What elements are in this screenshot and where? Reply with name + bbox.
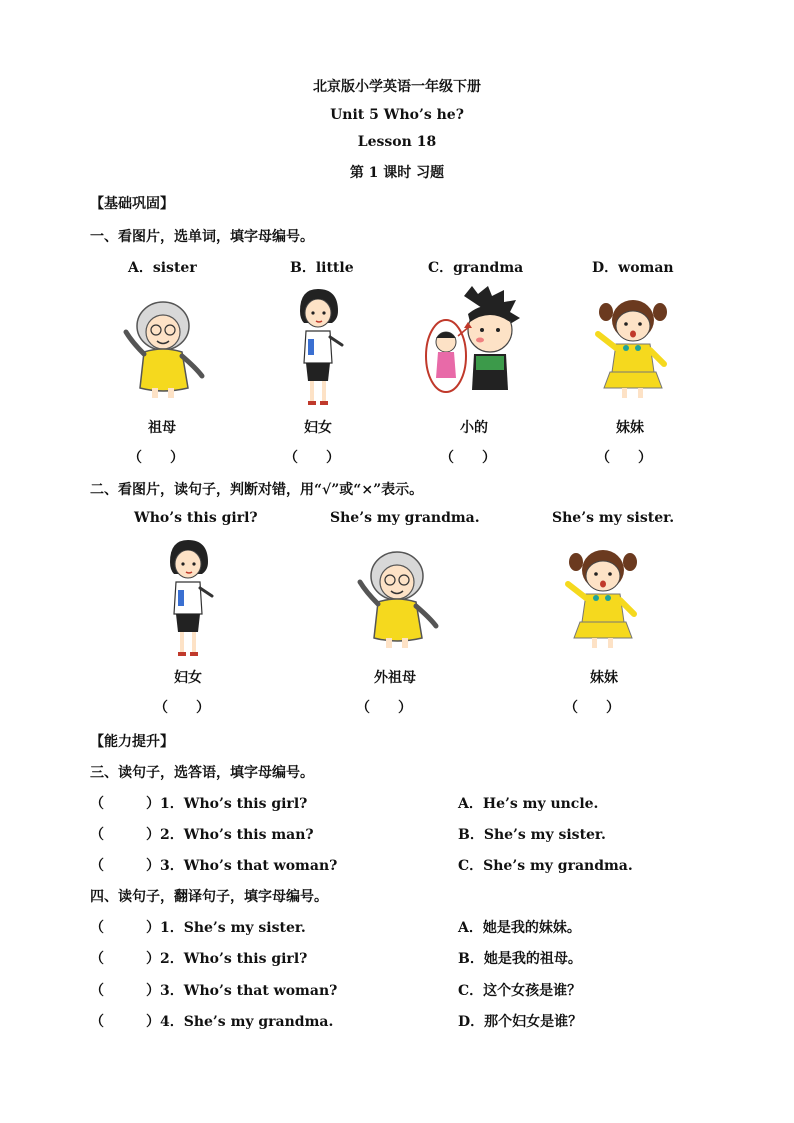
- part4-row-2: [90, 948, 710, 968]
- part2-label-3: 妹妹: [590, 670, 618, 686]
- part3-row-1: [90, 793, 710, 813]
- section-advanced-heading: 【能力提升】: [90, 734, 174, 750]
- book-title: 北京版小学英语一年级下册: [313, 79, 481, 95]
- part1-blank-3[interactable]: （ ）: [440, 450, 496, 466]
- grandma-icon: [118, 292, 208, 400]
- part4-row-4: [90, 1011, 710, 1031]
- part3-instruction: 三、读句子，选答语，填字母编号。: [90, 765, 314, 781]
- part1-option-a: A．sister: [128, 260, 197, 276]
- part4-row-3: [90, 980, 710, 1000]
- sister-icon: [592, 290, 674, 402]
- period-title: 第 1 课时 习题: [349, 165, 445, 181]
- part4-answer-a: A．她是我的妹妹。: [458, 920, 581, 936]
- part1-blank-2[interactable]: （ ）: [284, 450, 340, 466]
- part1-label-3: 小的: [460, 420, 488, 436]
- part4-question-2[interactable]: （ ）2．Who’s this girl?: [90, 951, 308, 967]
- part3-answer-a: A．He’s my uncle.: [458, 796, 599, 812]
- part4-answer-c: C．这个女孩是谁？: [458, 983, 582, 999]
- part4-answer-d: D．那个妇女是谁？: [458, 1014, 583, 1030]
- part1-label-2: 妇女: [304, 420, 332, 436]
- section-basic-heading: 【基础巩固】: [90, 196, 174, 212]
- part4-instruction: 四、读句子，翻译句子，填字母编号。: [90, 889, 328, 905]
- part1-blank-4[interactable]: （ ）: [596, 450, 652, 466]
- part3-question-2[interactable]: （ ）2．Who’s this man?: [90, 827, 314, 843]
- grandma-icon: [352, 542, 442, 650]
- part3-answer-c: C．She’s my grandma.: [458, 858, 633, 874]
- woman-icon: [156, 536, 220, 658]
- part4-answer-b: B．她是我的祖母。: [458, 951, 582, 967]
- part1-label-4: 妹妹: [616, 420, 644, 436]
- part4-question-1[interactable]: （ ）1．She’s my sister.: [90, 920, 306, 936]
- part2-sentence-2: She’s my grandma.: [330, 510, 480, 526]
- part4-question-4[interactable]: （ ）4．She’s my grandma.: [90, 1014, 334, 1030]
- part4-row-1: [90, 917, 710, 937]
- unit-title: Unit 5 Who’s he?: [330, 107, 464, 123]
- woman-icon: [286, 285, 350, 407]
- part2-instruction: 二、看图片，读句子，判断对错，用“√”或“×”表示。: [90, 482, 424, 498]
- little-boy-icon: [424, 286, 524, 404]
- part4-question-3[interactable]: （ ）3．Who’s that woman?: [90, 983, 338, 999]
- part2-label-2: 外祖母: [374, 670, 416, 686]
- part1-option-d: D．woman: [592, 260, 674, 276]
- part3-question-1[interactable]: （ ）1．Who’s this girl?: [90, 796, 308, 812]
- part3-question-3[interactable]: （ ）3．Who’s that woman?: [90, 858, 338, 874]
- part1-blank-1[interactable]: （ ）: [128, 450, 184, 466]
- part3-answer-b: B．She’s my sister.: [458, 827, 606, 843]
- part2-blank-1[interactable]: （ ）: [154, 700, 210, 716]
- part3-row-3: [90, 855, 710, 875]
- part3-row-2: [90, 824, 710, 844]
- part1-label-1: 祖母: [148, 420, 176, 436]
- part1-option-b: B．little: [290, 260, 354, 276]
- part2-sentence-1: Who’s this girl?: [134, 510, 258, 526]
- part2-blank-3[interactable]: （ ）: [564, 700, 620, 716]
- lesson-title: Lesson 18: [357, 134, 437, 150]
- sister-icon: [562, 540, 644, 652]
- part1-instruction: 一、看图片，选单词，填字母编号。: [90, 229, 314, 245]
- part2-label-1: 妇女: [174, 670, 202, 686]
- part2-blank-2[interactable]: （ ）: [356, 700, 412, 716]
- part1-option-c: C．grandma: [428, 260, 524, 276]
- part2-sentence-3: She’s my sister.: [552, 510, 675, 526]
